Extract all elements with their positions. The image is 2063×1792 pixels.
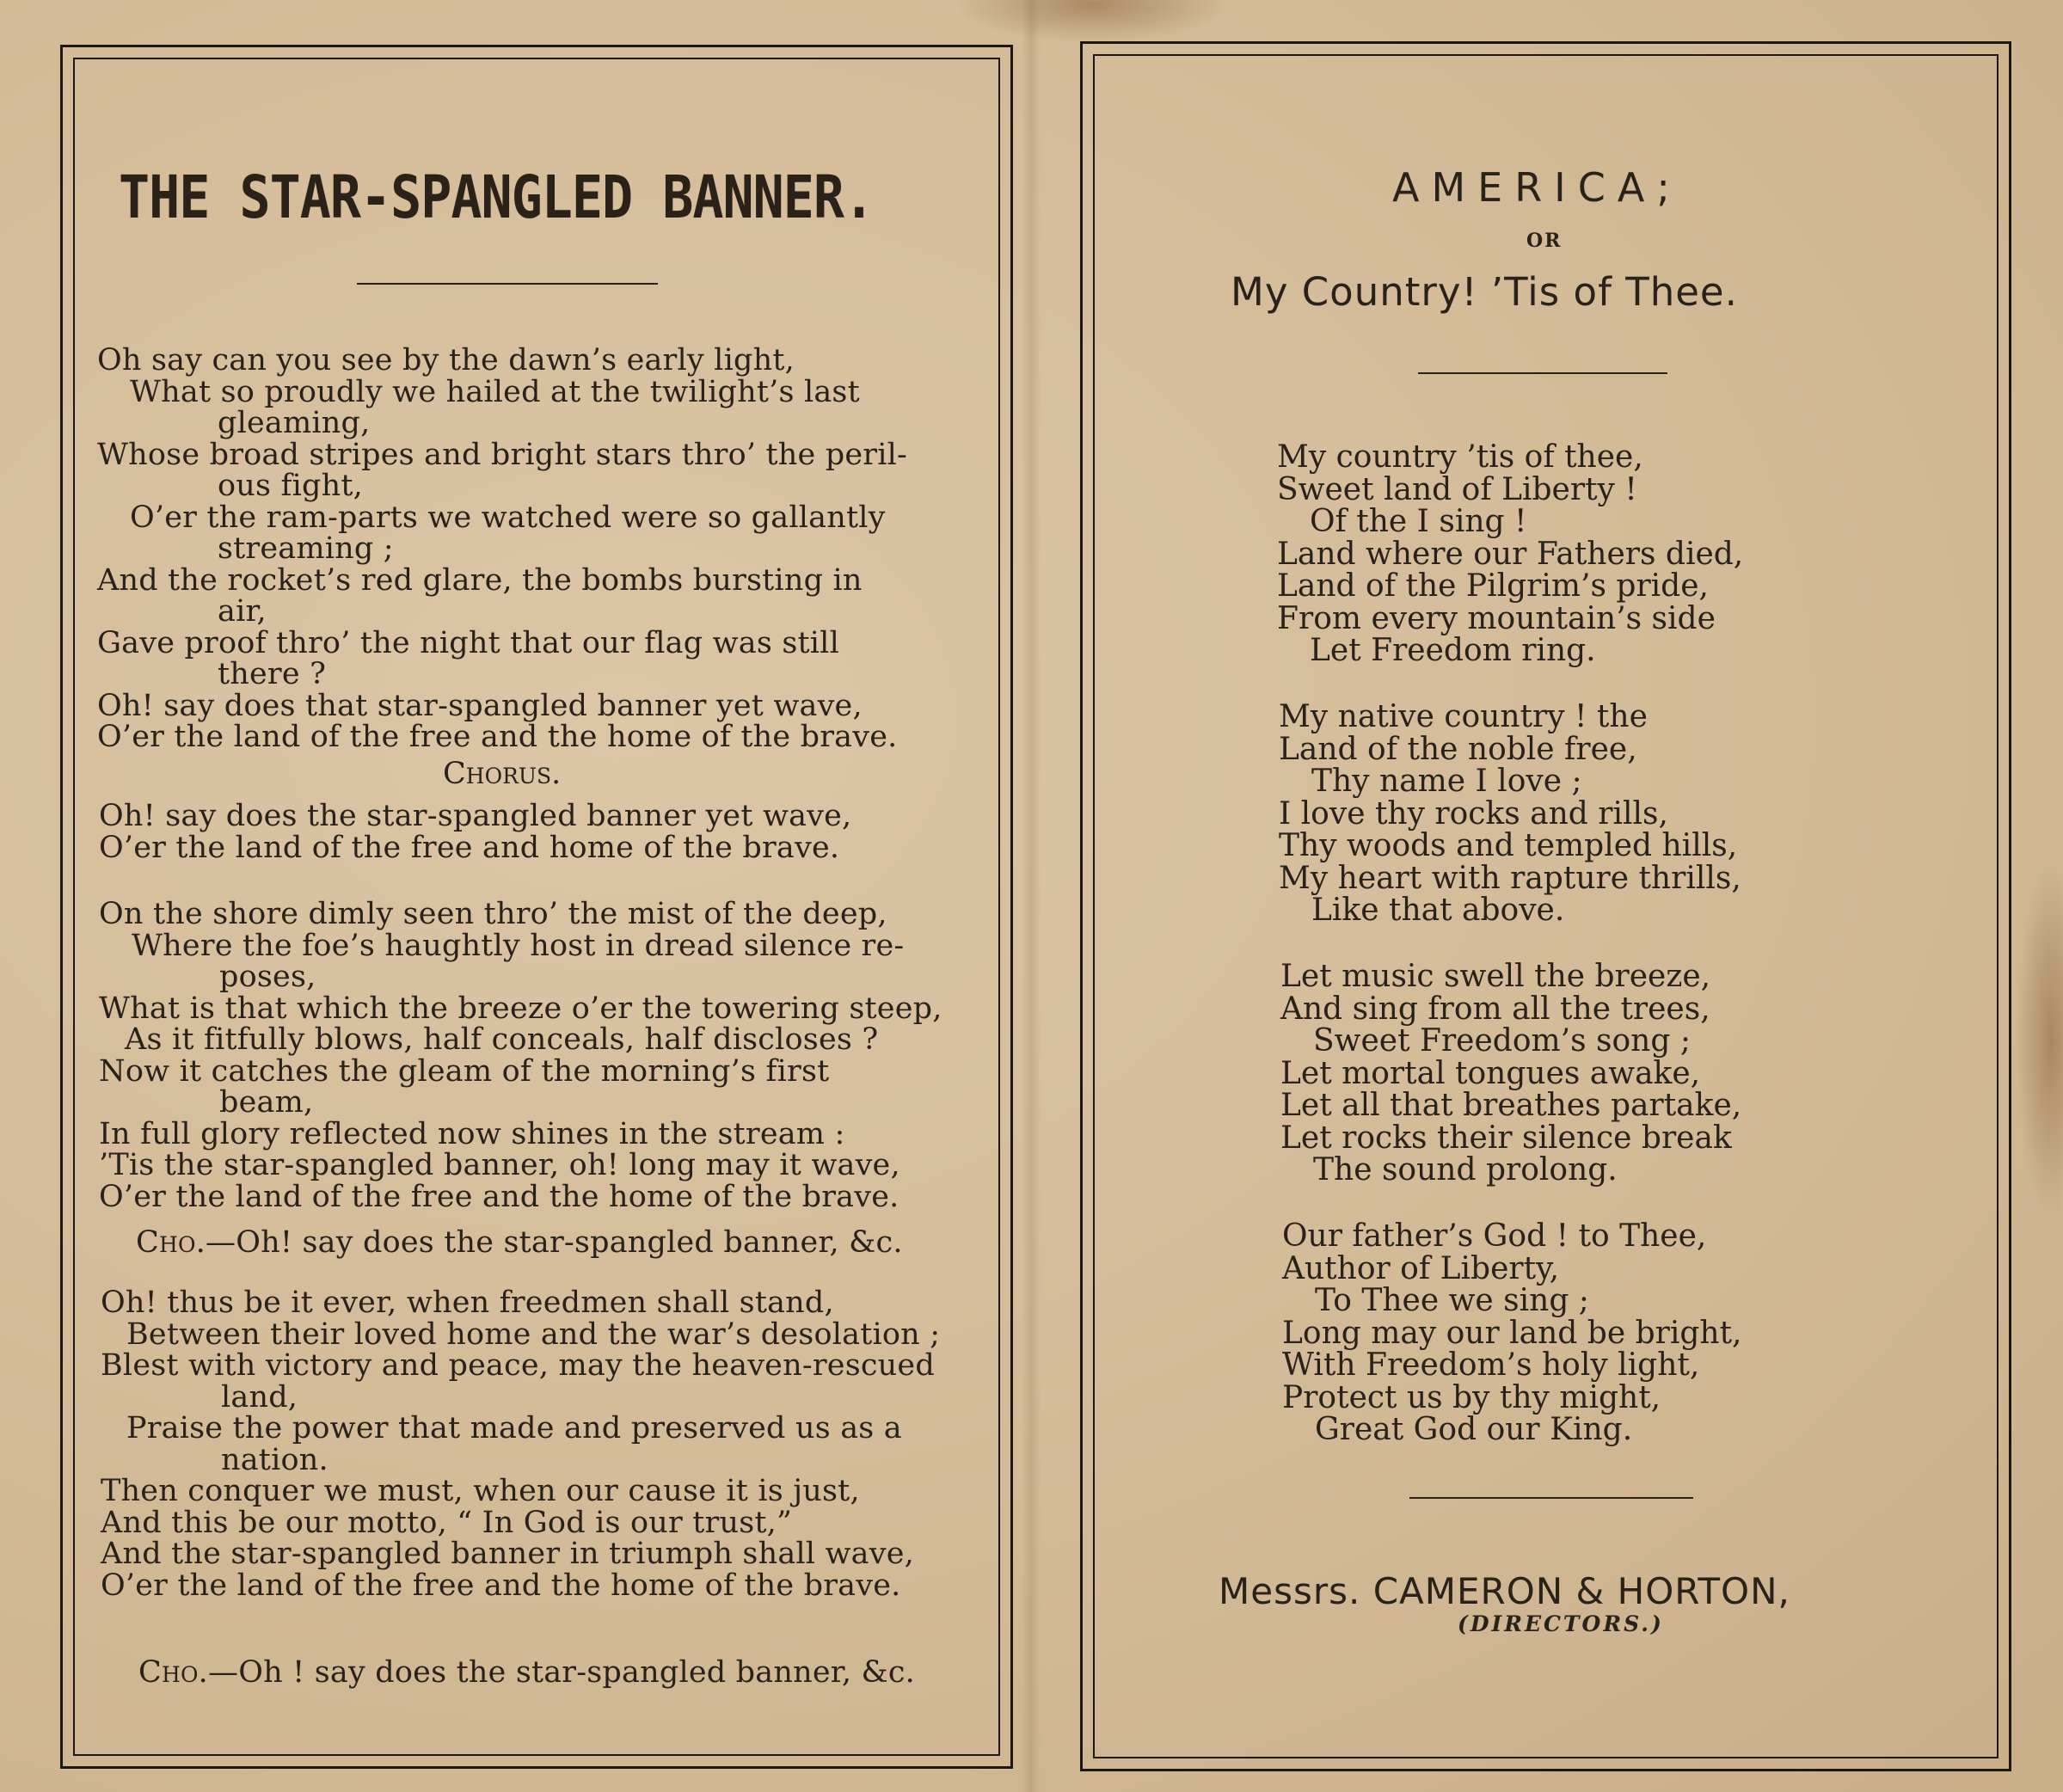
verse-line: Author of Liberty, xyxy=(1282,1250,1560,1286)
verse-line: Long may our land be bright, xyxy=(1282,1315,1742,1351)
verse-line: Oh! say does the star-spangled banner yet wave, xyxy=(99,799,852,833)
verse-line: Of the I sing ! xyxy=(1310,504,1527,539)
verse-line: there ? xyxy=(218,657,327,691)
verse-line: O’er the land of the free and home of the brave. xyxy=(99,830,840,865)
verse-line: Like that above. xyxy=(1311,893,1565,928)
verse-line: Thy woods and templed hills, xyxy=(1279,828,1738,863)
verse-line: Let Freedom ring. xyxy=(1310,633,1596,668)
verse-line: ous fight, xyxy=(218,469,363,503)
verse-line: My native country ! the xyxy=(1279,699,1648,734)
center-fold xyxy=(1022,0,1041,1792)
verse-line: Praise the power that made and preserved us as a xyxy=(126,1411,902,1445)
verse-line: Now it catches the gleam of the morning’s first xyxy=(99,1053,830,1089)
verse-line: And this be our motto, “ In God is our trust,” xyxy=(101,1505,793,1540)
verse-line: Land where our Fathers died, xyxy=(1277,536,1744,572)
stanza-1 xyxy=(97,345,907,753)
verse-line: Protect us by thy might, xyxy=(1282,1379,1661,1415)
verse-line: Oh say can you see by the dawn’s early light, xyxy=(97,343,795,377)
verse-line: nation. xyxy=(221,1442,328,1477)
stanza-3 xyxy=(101,1287,940,1601)
chorus-reference-1 xyxy=(136,1227,903,1259)
verse-line: Between their loved home and the war’s desolation ; xyxy=(126,1316,941,1352)
verse-line: Let rocks their silence break xyxy=(1280,1120,1732,1156)
chorus-ref-text: —Oh! say does the star-spangled banner, &c. xyxy=(206,1225,903,1260)
verse-line: O’er the land of the free and the home of the brave. xyxy=(101,1568,901,1603)
song-subtitle: My Country! ’Tis of Thee. xyxy=(1231,269,1738,315)
verse-line: In full glory reflected now shines in the stream : xyxy=(99,1116,845,1151)
chorus-ref-text: —Oh ! say does the star-spangled banner, &c. xyxy=(208,1655,915,1690)
verse-line: Great God our King. xyxy=(1315,1412,1633,1447)
verse-line: My country ’tis of thee, xyxy=(1277,439,1643,475)
verse-line: beam, xyxy=(219,1085,314,1120)
verse-line: Land of the Pilgrim’s pride, xyxy=(1277,568,1709,604)
verse-line: Oh! say does that star-spangled banner yet wave, xyxy=(97,688,863,723)
verse-line: With Freedom’s holy light, xyxy=(1282,1347,1700,1383)
verse-line: On the shore dimly seen thro’ the mist of the deep, xyxy=(99,897,887,931)
verse-line: gleaming, xyxy=(218,406,371,440)
verse-line: As it fitfully blows, half conceals, half discloses ? xyxy=(125,1022,879,1057)
verse-1 xyxy=(1277,441,1743,667)
chorus-abbrev: Cho. xyxy=(138,1655,209,1690)
verse-line: Thy name I love ; xyxy=(1311,764,1582,799)
verse-line: land, xyxy=(221,1379,298,1415)
verse-line: streaming ; xyxy=(218,531,394,566)
verse-line: My heart with rapture thrills, xyxy=(1279,860,1741,896)
verse-line: O’er the ram-parts we watched were so gallantly xyxy=(130,500,886,535)
verse-4 xyxy=(1282,1220,1742,1446)
chorus-reference-2 xyxy=(138,1657,915,1689)
directors-names: Messrs. CAMERON & HORTON, xyxy=(1219,1570,1790,1612)
verse-line: I love thy rocks and rills, xyxy=(1279,795,1668,832)
verse-line: And sing from all the trees, xyxy=(1280,991,1710,1027)
verse-line: What so proudly we hailed at the twilight’s last xyxy=(130,374,860,409)
verse-2 xyxy=(1279,701,1741,927)
verse-line: Blest with victory and peace, may the heaven-rescued xyxy=(101,1348,935,1383)
verse-line: Oh! thus be it ever, when freedmen shall stand, xyxy=(101,1286,834,1320)
stanza-2 xyxy=(99,899,942,1212)
verse-line: poses, xyxy=(219,960,316,994)
verse-line: And the rocket’s red glare, the bombs bursting in xyxy=(97,562,863,598)
verse-line: What is that which the breeze o’er the towering steep, xyxy=(99,991,942,1026)
verse-line: Where the foe’s haughtly host in dread silence re- xyxy=(132,928,905,963)
chorus-heading: Chorus. xyxy=(443,757,562,791)
star-spangled-banner-panel xyxy=(60,45,1013,1769)
verse-line: Then conquer we must, when our cause it is just, xyxy=(101,1474,860,1508)
verse-line: O’er the land of the free and the home of the brave. xyxy=(99,1179,899,1214)
verse-line: Let mortal tongues awake, xyxy=(1280,1055,1701,1091)
verse-line: O’er the land of the free and the home of the brave. xyxy=(97,720,898,754)
directors-role: (DIRECTORS.) xyxy=(1458,1611,1664,1636)
verse-line: ’Tis the star-spangled banner, oh! long may it wave, xyxy=(99,1148,900,1182)
title-divider xyxy=(1418,372,1667,374)
verse-line: air, xyxy=(218,594,267,629)
chorus-abbrev: Cho. xyxy=(136,1225,206,1260)
verse-line: Whose broad stripes and bright stars thro’ the peril- xyxy=(97,437,908,472)
song-title: AMERICA; xyxy=(1392,164,1682,211)
footer-divider xyxy=(1409,1497,1693,1499)
verse-line: Land of the noble free, xyxy=(1279,731,1637,767)
verse-3 xyxy=(1280,960,1741,1187)
or-separator: OR xyxy=(1526,230,1563,252)
verse-line: The sound prolong. xyxy=(1313,1152,1618,1188)
verse-line: From every mountain’s side xyxy=(1277,600,1716,636)
verse-line: To Thee we sing ; xyxy=(1315,1283,1589,1318)
verse-line: Our father’s God ! to Thee, xyxy=(1282,1218,1707,1254)
song-title: THE STAR-SPANGLED BANNER. xyxy=(119,163,875,233)
verse-line: Sweet land of Liberty ! xyxy=(1277,471,1637,507)
verse-line: And the star-spangled banner in triumph shall wave, xyxy=(101,1537,914,1571)
verse-line: Let all that breathes partake, xyxy=(1280,1088,1742,1123)
verse-line: Sweet Freedom’s song ; xyxy=(1313,1023,1691,1059)
title-divider xyxy=(357,283,658,285)
america-panel xyxy=(1080,41,2011,1771)
verse-line: Let music swell the breeze, xyxy=(1280,959,1711,994)
verse-line: Gave proof thro’ the night that our flag was still xyxy=(97,625,839,660)
chorus xyxy=(99,801,851,863)
